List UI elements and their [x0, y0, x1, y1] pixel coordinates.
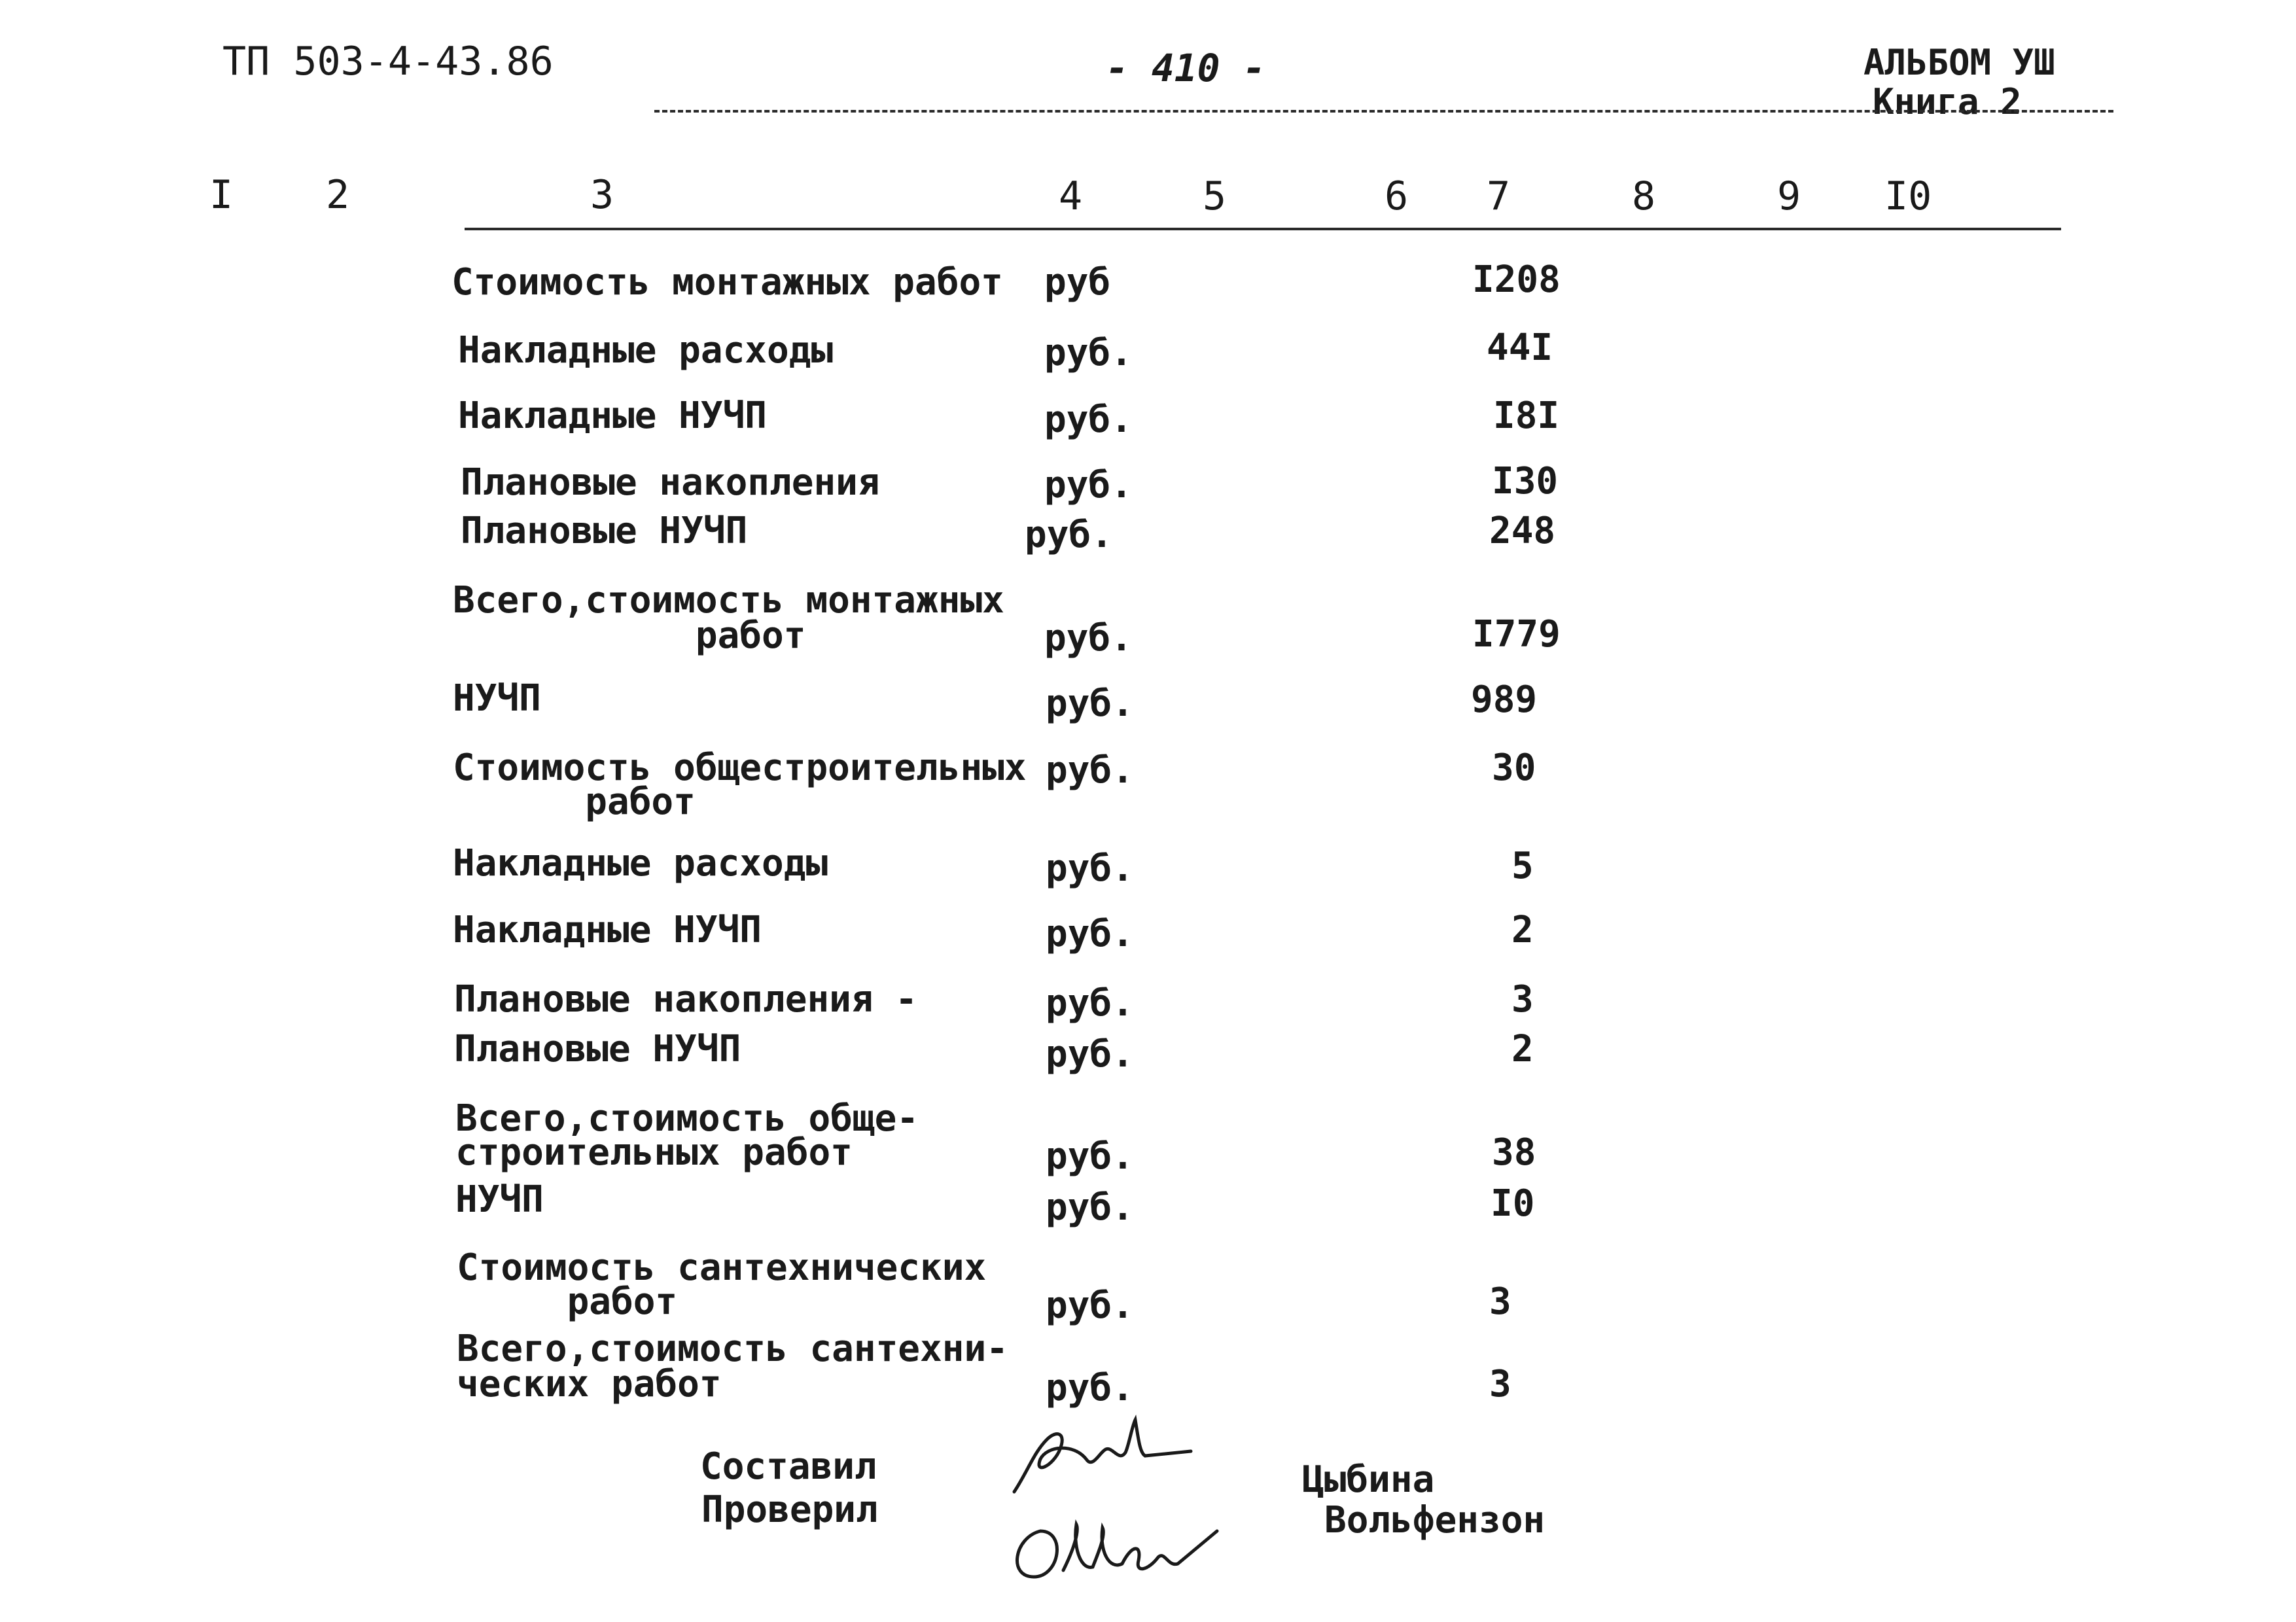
row-value: 38: [1492, 1131, 1536, 1174]
column-header-rule: [465, 228, 2061, 230]
column-header-4: 4: [1059, 173, 1083, 219]
row-value: 989: [1471, 679, 1538, 721]
row-unit: руб.: [1044, 398, 1133, 441]
checked-by-label: Проверил: [701, 1489, 878, 1531]
row-value: I208: [1472, 258, 1561, 301]
row-label: Плановые накопления: [461, 461, 880, 504]
row-unit: руб.: [1046, 1284, 1134, 1327]
checked-by-name: Вольфензон: [1324, 1499, 1545, 1542]
row-unit: руб.: [1046, 1135, 1134, 1178]
row-label: Накладные расходы: [458, 329, 834, 372]
column-header-3: 3: [590, 172, 614, 218]
doc-code: ТП 503-4-43.86: [222, 39, 554, 84]
row-label: Накладные НУЧП: [458, 395, 768, 437]
column-header-6: 6: [1385, 173, 1409, 219]
row-label: НУЧП: [455, 1178, 544, 1221]
row-label: строительных работ: [455, 1131, 853, 1174]
column-header-5: 5: [1203, 173, 1227, 219]
signature-checked: [1001, 1505, 1224, 1603]
row-value: 44I: [1487, 326, 1553, 369]
row-label: ческих работ: [457, 1363, 722, 1405]
column-header-1: I: [209, 172, 234, 218]
row-unit: руб: [1044, 261, 1111, 304]
row-label: Плановые накопления -: [454, 978, 918, 1021]
compiled-by-label: Составил: [700, 1445, 877, 1488]
book-label: Книга 2: [1873, 81, 2022, 122]
row-unit: руб.: [1025, 514, 1113, 556]
row-label: Стоимость сантехнических: [457, 1246, 987, 1289]
row-unit: руб.: [1046, 1367, 1134, 1409]
row-label: работ: [453, 781, 696, 823]
row-unit: руб.: [1046, 847, 1134, 890]
row-label: Плановые НУЧП: [461, 510, 748, 552]
compiled-by-name: Цыбина: [1302, 1458, 1435, 1501]
row-unit: руб.: [1046, 982, 1134, 1025]
column-header-8: 8: [1632, 173, 1656, 219]
row-value: I30: [1492, 460, 1559, 502]
row-label: Плановые НУЧП: [454, 1028, 741, 1070]
row-label: Стоимость монтажных работ: [451, 261, 1003, 304]
row-value: 3: [1489, 1280, 1511, 1323]
row-label: Всего,стоимость сантехни-: [457, 1328, 1008, 1370]
row-label: работ: [457, 1280, 678, 1323]
column-header-7: 7: [1487, 173, 1511, 219]
row-value: 3: [1511, 978, 1534, 1021]
column-header-2: 2: [326, 172, 350, 218]
row-value: 5: [1511, 845, 1534, 887]
row-value: 2: [1511, 1028, 1534, 1070]
row-label: Накладные расходы: [453, 842, 828, 885]
row-unit: руб.: [1044, 332, 1133, 374]
row-unit: руб.: [1044, 464, 1133, 506]
signature-compiled: [995, 1413, 1204, 1505]
row-value: I0: [1491, 1182, 1535, 1225]
row-unit: руб.: [1046, 1186, 1134, 1229]
row-label: НУЧП: [453, 677, 541, 720]
row-unit: руб.: [1046, 749, 1134, 792]
column-header-10: I0: [1884, 173, 1932, 219]
page-number: - 410 -: [1106, 46, 1266, 90]
row-value: 248: [1489, 510, 1556, 552]
row-label: Накладные НУЧП: [453, 909, 762, 951]
row-value: 30: [1492, 747, 1536, 789]
row-value: I8I: [1493, 395, 1560, 437]
row-unit: руб.: [1046, 682, 1134, 725]
row-label: Всего,стоимость монтажных: [453, 579, 1004, 622]
album-label: АЛЬБОМ УШ: [1863, 42, 2055, 83]
row-value: I779: [1472, 613, 1561, 656]
row-label: Всего,стоимость обще-: [455, 1097, 919, 1140]
row-value: 2: [1511, 909, 1534, 951]
row-unit: руб.: [1046, 913, 1134, 955]
row-label: работ: [453, 614, 806, 657]
row-label: Стоимость общестроительных: [453, 747, 1027, 789]
column-header-9: 9: [1777, 173, 1801, 219]
row-value: 3: [1489, 1363, 1511, 1405]
row-unit: руб.: [1044, 617, 1133, 660]
header-rule: [654, 110, 2113, 113]
row-unit: руб.: [1046, 1033, 1134, 1076]
